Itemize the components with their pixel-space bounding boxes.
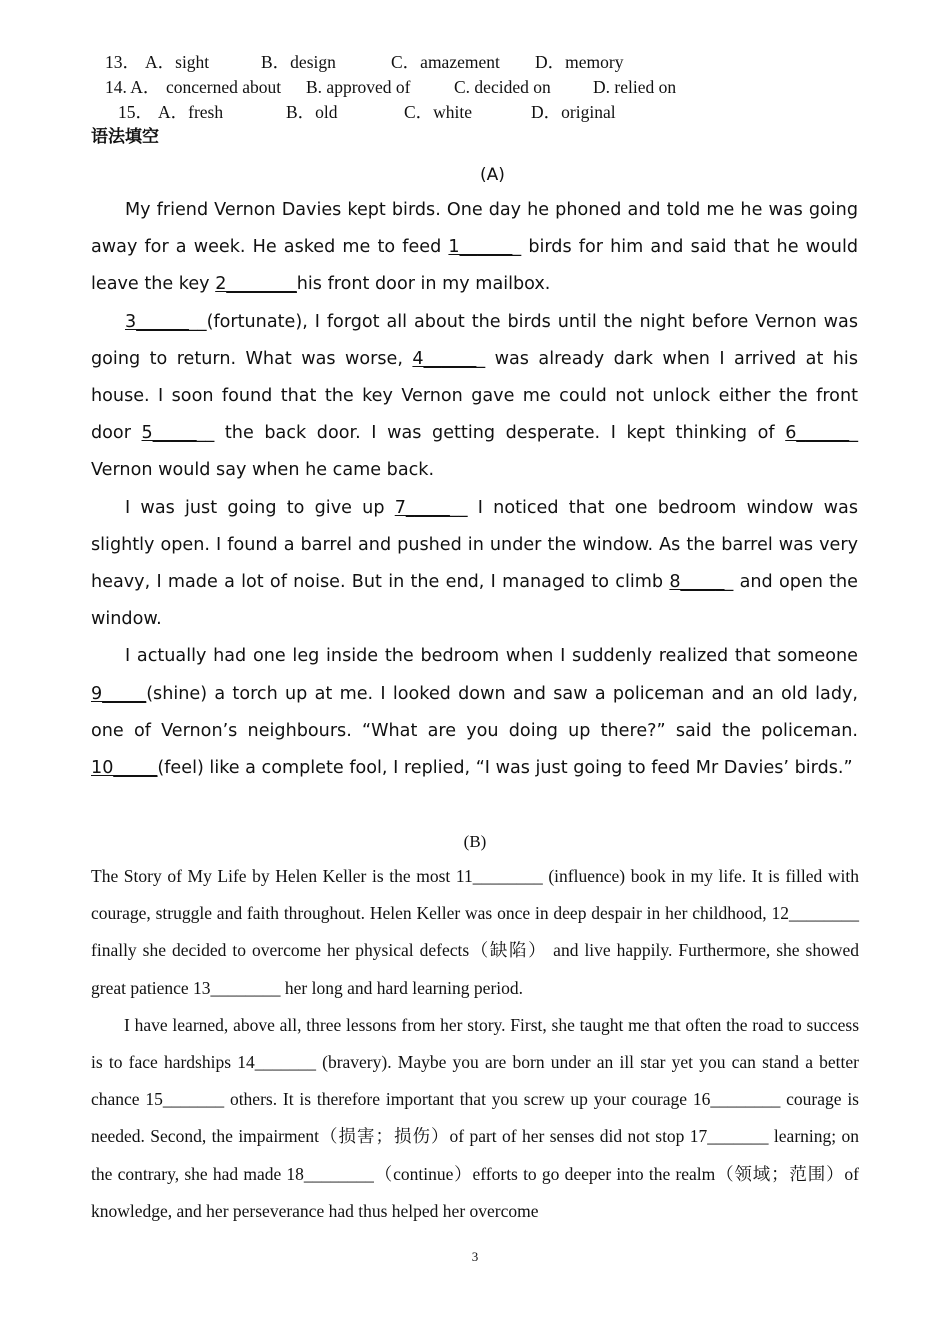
option-d: D. relied on	[593, 77, 677, 97]
blank-10: 10_____	[91, 758, 158, 779]
blank-3: 3______	[125, 311, 189, 332]
blank-7: 7_____	[394, 497, 450, 518]
option-d: D．original	[531, 102, 616, 122]
blank-2: 2________	[215, 274, 297, 295]
option-d: D．memory	[535, 52, 624, 72]
option-c: C．white	[404, 102, 473, 122]
passage-a-paragraph-4: I actually had one leg inside the bedroom when I suddenly realized that someone 9_____(shine) a torch up at me. I looked down and saw a policeman and an old lady, one of Vernon’s neighbours. “What are you doing up there?” said the policeman. 10_____(feel) like a complete fool, I replied, “I was just going to feed Mr Davies’ birds.”	[91, 646, 858, 779]
question-number: 14. A．	[105, 77, 161, 97]
blank-6: 6______	[785, 423, 850, 444]
passage-b-label: (B)	[463, 832, 487, 851]
passage-a-label: (A)	[480, 165, 505, 185]
passage-a-paragraph-2: 3________(fortunate), I forgot all about the birds until the night before Vernon was going to return. What was worse, 4_______ was already dark when I arrived at his house. I soon found that the key Vernon gave me could not unlock either the front door 5_______ the back door. I was getting desperate. I kept thinking of 6_______ Vernon would say when he came back.	[91, 311, 858, 481]
passage-a	[91, 192, 858, 787]
passage-b-paragraph-1: The Story of My Life by Helen Keller is the most 11________ (influence) book in my life. It is filled with courage, struggle and faith throughout. Helen Keller was once in deep despair in her childhood, 12________ finally she decided to overcome her physical defects（缺陷） and live happily. Furthermore, she showed great patience 13________ her long and hard learning period.	[91, 866, 859, 998]
question-number: 15．	[118, 102, 153, 122]
blank-1: 1______	[448, 237, 513, 258]
option-c: C．amazement	[391, 52, 500, 72]
blank-5: 5_____	[141, 423, 197, 444]
blank-8: 8_____	[669, 572, 725, 593]
option-a: A．fresh	[158, 102, 224, 122]
option-b: B．old	[286, 102, 338, 122]
page-number: 3	[471, 1249, 479, 1264]
option-b: B．design	[261, 52, 336, 72]
passage-b-paragraph-2: I have learned, above all, three lessons from her story. First, she taught me that often the road to success is to face hardships 14_______ (bravery). Maybe you are born under an ill star yet you can stand a better chance 15_______ others. It is therefore important that you screw up your courage 16________ courage is needed. Second, the impairment（损害；损伤）of part of her senses did not stop 17_______ learning; on the contrary, she had made 18________（continue）efforts to go deeper into the realm（领域；范围）of knowledge, and her perseverance had thus helped her overcome	[91, 1014, 859, 1221]
blank-9: 9_____	[91, 683, 147, 704]
question-number: 13．	[105, 52, 140, 72]
option-a: A．sight	[145, 52, 210, 72]
passage-b	[91, 858, 859, 1230]
passage-a-paragraph-1: My friend Vernon Davies kept birds. One day he phoned and told me he was going away for a week. He asked me to feed 1_______ birds for him and said that he would leave the key 2________his front door in my mailbox.	[91, 200, 858, 295]
blank-4: 4______	[412, 348, 477, 369]
option-c: C. decided on	[454, 77, 551, 97]
option-b: B. approved of	[306, 77, 411, 97]
option-a: concerned about	[166, 77, 282, 97]
section-heading: 语法填空	[91, 127, 159, 147]
passage-a-paragraph-3: I was just going to give up 7_______ I noticed that one bedroom window was slightly open. I found a barrel and pushed in under the window. As the barrel was very heavy, I made a lot of noise. But in the end, I managed to climb 8______ and open the window.	[91, 497, 858, 630]
